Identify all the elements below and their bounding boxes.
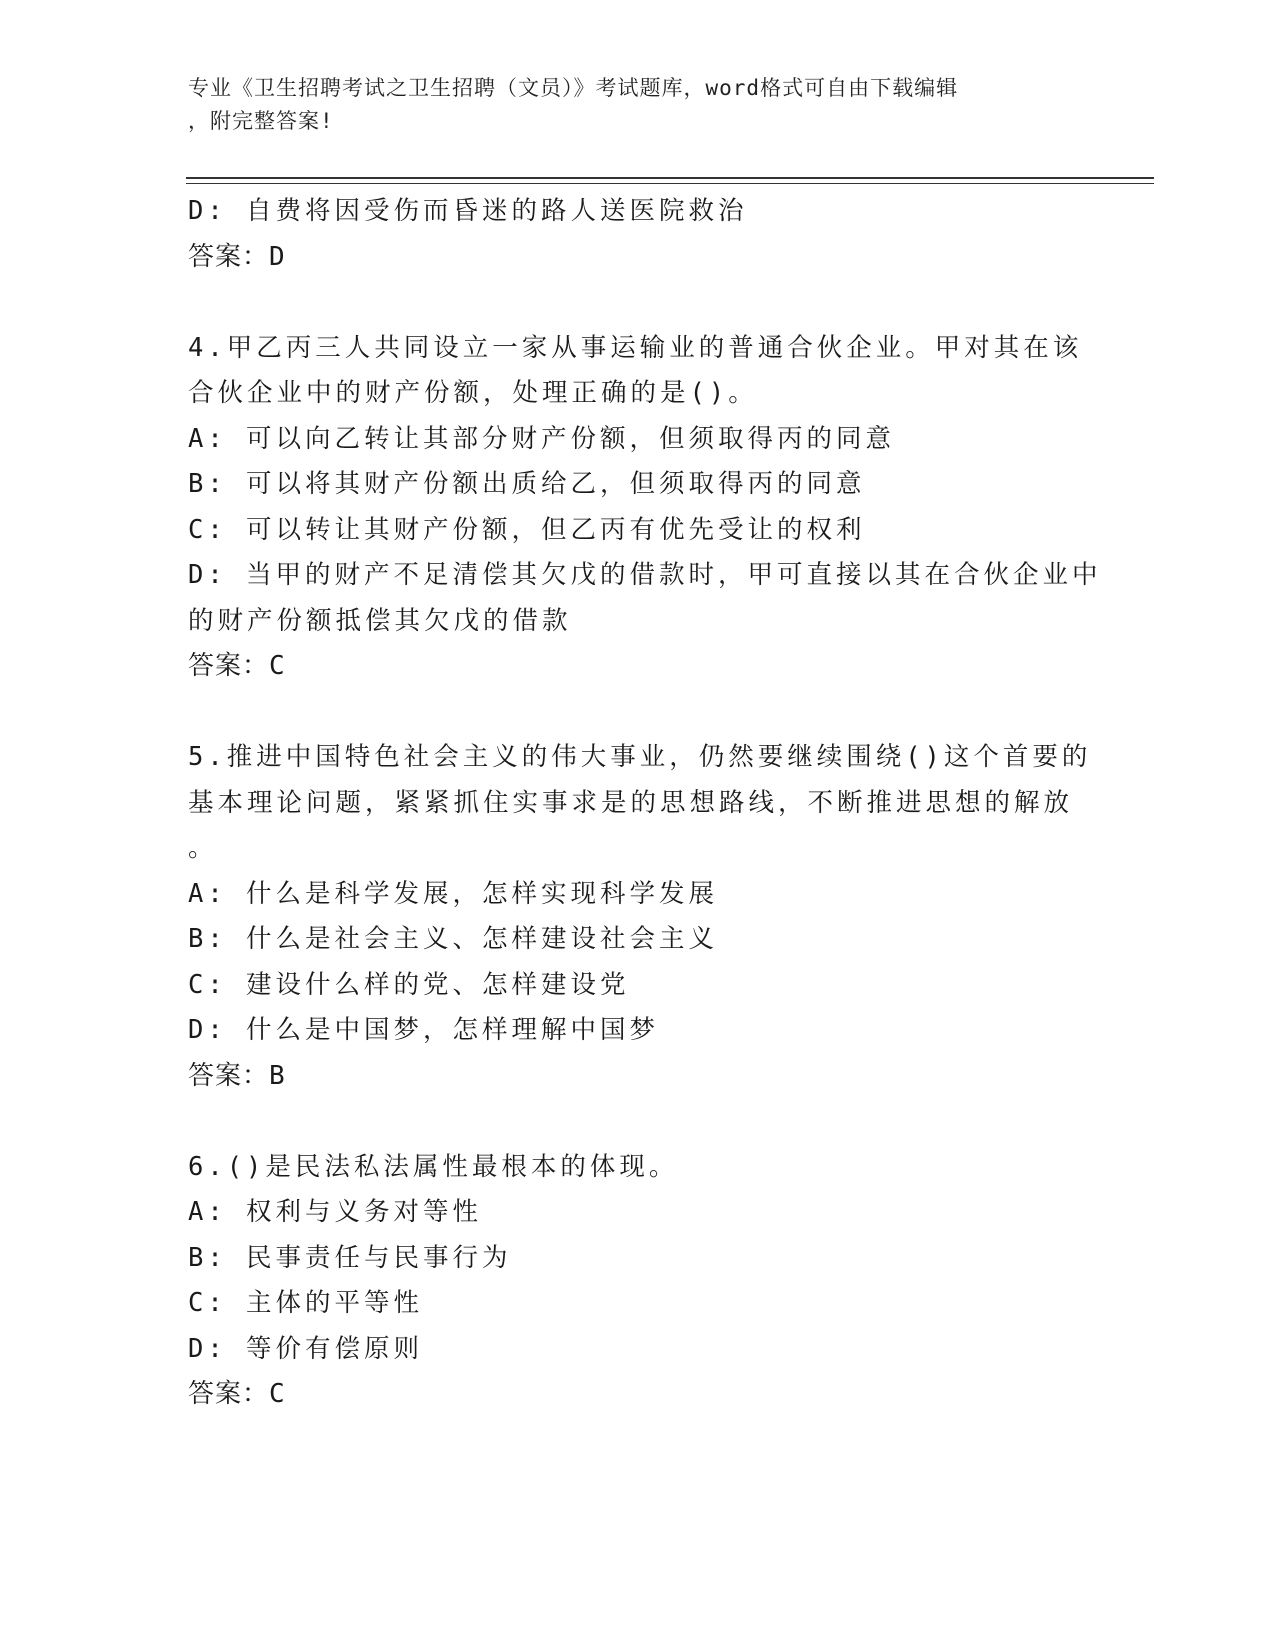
option-a: A: 什么是科学发展，怎样实现科学发展 bbox=[188, 878, 719, 909]
answer: 答案：C bbox=[188, 1379, 286, 1409]
option-b: B: 可以将其财产份额出质给乙，但须取得丙的同意 bbox=[188, 469, 866, 499]
header-line-1: 专业《卫生招聘考试之卫生招聘（文员）》考试题库，word格式可自由下载编辑 bbox=[188, 76, 959, 100]
question-5 bbox=[188, 735, 1092, 1099]
question-stem: 4.甲乙丙三人共同设立一家从事运输业的普通合伙企业。甲对其在该 bbox=[188, 332, 1083, 363]
answer: 答案：C bbox=[188, 651, 286, 681]
option-a: A: 权利与义务对等性 bbox=[188, 1197, 483, 1227]
option-d-continued: 的财产份额抵偿其欠戊的借款 bbox=[188, 605, 572, 636]
question-stem: 基本理论问题，紧紧抓住实事求是的思想路线，不断推进思想的解放 bbox=[188, 787, 1074, 818]
spacer bbox=[188, 690, 1088, 736]
option-a: A: 可以向乙转让其部分财产份额，但须取得丙的同意 bbox=[188, 423, 896, 454]
document-body bbox=[188, 189, 1102, 1418]
question-stem: 。 bbox=[188, 833, 218, 863]
question-stem: 合伙企业中的财产份额，处理正确的是()。 bbox=[188, 378, 758, 408]
option-d: D: 什么是中国梦，怎样理解中国梦 bbox=[188, 1015, 660, 1045]
document-header bbox=[188, 72, 1088, 138]
spacer bbox=[188, 1099, 1088, 1145]
question-6 bbox=[188, 1145, 1088, 1418]
option-c: C: 主体的平等性 bbox=[188, 1288, 424, 1318]
answer: 答案：D bbox=[188, 241, 286, 272]
spacer bbox=[188, 280, 1088, 326]
header-divider-thin bbox=[186, 183, 1154, 184]
header-line-2: ，附完整答案! bbox=[188, 109, 334, 133]
question-stem: 6.()是民法私法属性最根本的体现。 bbox=[188, 1151, 679, 1182]
question-stem: 5.推进中国特色社会主义的伟大事业，仍然要继续围绕()这个首要的 bbox=[188, 742, 1092, 772]
option-b: B: 什么是社会主义、怎样建设社会主义 bbox=[188, 924, 719, 954]
option-d: D: 等价有偿原则 bbox=[188, 1333, 424, 1364]
answer: 答案：B bbox=[188, 1060, 286, 1091]
question-4 bbox=[188, 326, 1102, 690]
option-b: B: 民事责任与民事行为 bbox=[188, 1242, 512, 1273]
prev-question bbox=[188, 189, 1088, 280]
header-divider-thick bbox=[186, 177, 1154, 179]
option-d: D: 当甲的财产不足清偿其欠戊的借款时，甲可直接以其在合伙企业中 bbox=[188, 560, 1102, 590]
option-c: C: 建设什么样的党、怎样建设党 bbox=[188, 969, 630, 1000]
option-d: D: 自费将因受伤而昏迷的路人送医院救治 bbox=[188, 196, 748, 226]
option-c: C: 可以转让其财产份额，但乙丙有优先受让的权利 bbox=[188, 514, 866, 545]
